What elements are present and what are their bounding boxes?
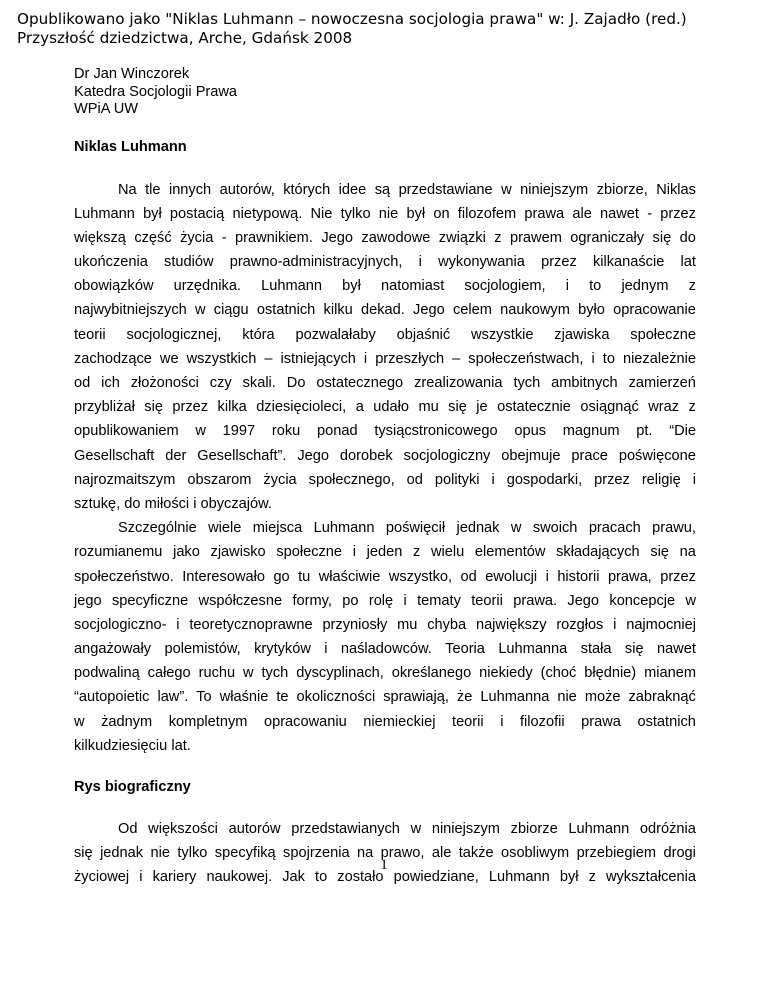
paragraph-biography [74, 817, 696, 890]
text-line: się jednak nie tylko specyfiką spojrzenia na prawo, ale także osobliwym przebiegiem drogi [74, 845, 696, 862]
text-line: najwybitniejszych w ciągu ostatnich kilku dekad. Jego celem naukowym było opracowanie [74, 302, 696, 319]
text-line: Gesellschaft der Gesellschaft”. Jego dorobek socjologiczny obejmuje prace poświęcone [74, 447, 696, 464]
text-line: rozumianemu jako zjawisko społeczne i jeden z wielu elementów składających się na [74, 544, 696, 561]
text-line: Szczególnie wiele miejsca Luhmann poświęcił jednak w swoich pracach prawu, [118, 520, 696, 537]
text-line: jego specyficzne współczesne formy, po rolę i tematy teorii prawa. Jego koncepcje w [74, 592, 696, 609]
text-line: obowiązków urzędnika. Luhmann był natomiast socjologiem, i to jednym z [74, 278, 696, 295]
text-line: przybliżał się przez kilka dziesięcioleci, a udało mu się je ostatecznie osiągnąć wraz z [74, 399, 696, 416]
paragraph-intro [74, 178, 696, 517]
citation-line-2: Przyszłość dziedzictwa, Arche, Gdańsk 2008 [17, 29, 353, 47]
text-line: sztukę, do miłości i obyczajów. [74, 495, 272, 512]
text-line: “autopoietic law”. To właśnie te okoliczności sprawiają, że Luhmanna nie może zabraknąć [74, 689, 696, 706]
text-line: ukończenia studiów prawno-administracyjnych, i wykonywania przez kilkanaście lat [74, 254, 696, 271]
text-line: teorii socjologicznej, która pozwalałaby objaśnić wszystkie zjawiska społeczne [74, 326, 696, 343]
text-line: społeczeństwo. Interesowało go tu właściwie wszystko, od ewolucji i historii prawa, przez [74, 568, 696, 585]
text-line: Od większości autorów przedstawianych w niniejszym zbiorze Luhmann odróżnia [118, 821, 696, 837]
section-heading: Rys biograficzny [74, 779, 191, 795]
text-line: podwaliną całego ruchu w tych dyscyplinach, określanego niekiedy (choć błędnie) mianem [74, 665, 696, 682]
paragraph-law [74, 516, 696, 758]
text-line: życiowej i kariery naukowej. Jak to zostało powiedziane, Luhmann był z wykształcenia [74, 869, 696, 886]
author-faculty: WPiA UW [74, 101, 139, 117]
text-line: w żadnym kompletnym opracowaniu niemieckiej teorii i filozofii prawa ostatnich [74, 713, 696, 730]
document-title: Niklas Luhmann [74, 138, 187, 155]
text-line: od ich złożoności czy skali. Do ostatecznego zrealizowania tych ambitnych zamierzeń [74, 375, 696, 391]
citation-header [17, 10, 762, 48]
text-line: zachodzące we wszystkich – istniejących i przeszłych – społeczeństwach, i to niezależnie [74, 350, 696, 367]
text-line: kilkudziesięciu lat. [74, 737, 191, 754]
document-body [74, 66, 696, 890]
text-line: Na tle innych autorów, których idee są przedstawiane w niniejszym zbiorze, Niklas [118, 181, 696, 198]
text-line: Luhmann był postacią nietypową. Nie tylko nie był on filozofem prawa ale nawet - przez [74, 205, 696, 222]
citation-line-1: Opublikowano jako "Niklas Luhmann – nowoczesna socjologia prawa" w: J. Zajadło (red.) [17, 10, 687, 28]
author-name: Dr Jan Winczorek [74, 66, 190, 82]
author-block [74, 66, 696, 119]
text-line: opublikowaniem w 1997 roku ponad tysiącstronicowego opus magnum pt. “Die [74, 423, 696, 440]
text-line: angażowały polemistów, krytyków i naśladowców. Teoria Luhmanna stała się nawet [74, 641, 696, 658]
text-line: socjologiczno- i teoretycznoprawne przyniosły mu chyba największy rozgłos i najmocniej [74, 616, 696, 633]
text-line: większą część życia - prawnikiem. Jego zawodowe związki z prawem ograniczały się do [74, 229, 696, 246]
author-department: Katedra Socjologii Prawa [74, 83, 238, 100]
page-number: 1 [380, 857, 388, 873]
text-line: najrozmaitszym obszarom życia społecznego, od polityki i gospodarki, przez religię i [74, 471, 696, 488]
